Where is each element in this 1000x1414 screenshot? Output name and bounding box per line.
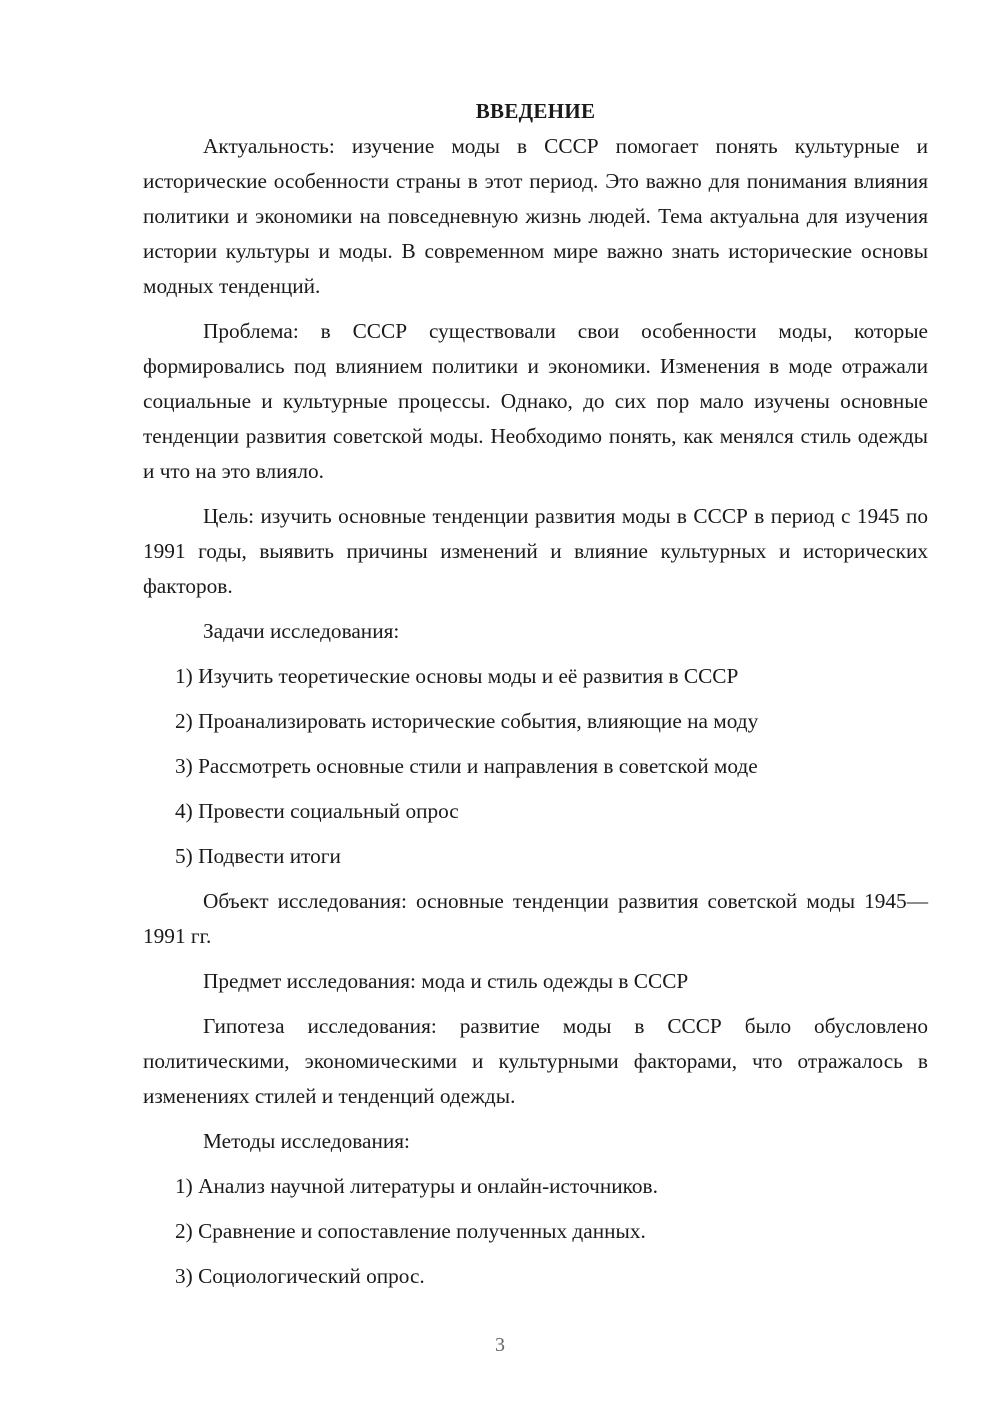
spacer	[143, 649, 928, 659]
document-page	[143, 94, 928, 1294]
spacer	[143, 1114, 928, 1124]
spacer	[143, 739, 928, 749]
tasks-heading: Задачи исследования:	[203, 619, 400, 643]
spacer	[143, 1204, 928, 1214]
page-number: 3	[495, 1334, 505, 1356]
spacer	[143, 784, 928, 794]
task-item: 3) Рассмотреть основные стили и направления в советской моде	[175, 754, 758, 778]
spacer	[143, 999, 928, 1009]
goal-paragraph: Цель: изучить основные тенденции развития моды в СССР в период с 1945 по 1991 годы, выявить причины изменений и влияние культурных и исторических факторов.	[143, 504, 928, 598]
subject-paragraph: Предмет исследования: мода и стиль одежды в СССР	[203, 969, 689, 993]
spacer	[143, 304, 928, 314]
method-item: 2) Сравнение и сопоставление полученных данных.	[175, 1219, 646, 1243]
spacer	[143, 874, 928, 884]
method-item: 1) Анализ научной литературы и онлайн-источников.	[175, 1174, 658, 1198]
task-item: 4) Провести социальный опрос	[175, 799, 459, 823]
hypothesis-paragraph: Гипотеза исследования: развитие моды в СССР было обусловлено политическими, экономическими и культурными факторами, что отражалось в изменениях стилей и тенденций одежды.	[143, 1014, 928, 1108]
spacer	[143, 954, 928, 964]
problem-paragraph: Проблема: в СССР существовали свои особенности моды, которые формировались под влиянием политики и экономики. Изменения в моде отражали социальные и культурные процессы. Однако, до сих пор мало изучены основные тенденции развития советской моды. Необходимо понять, как менялся стиль одежды и что на это влияло.	[143, 319, 928, 483]
spacer	[143, 829, 928, 839]
spacer	[143, 489, 928, 499]
spacer	[143, 1159, 928, 1169]
spacer	[143, 604, 928, 614]
spacer	[143, 1249, 928, 1259]
methods-heading: Методы исследования:	[203, 1129, 410, 1153]
task-item: 1) Изучить теоретические основы моды и её развития в СССР	[175, 664, 739, 688]
spacer	[143, 694, 928, 704]
task-item: 5) Подвести итоги	[175, 844, 341, 868]
object-paragraph: Объект исследования: основные тенденции развития советской моды 1945—1991 гг.	[143, 889, 928, 948]
section-title: ВВЕДЕНИЕ	[475, 99, 596, 123]
method-item: 3) Социологический опрос.	[175, 1264, 425, 1288]
relevance-paragraph: Актуальность: изучение моды в СССР помогает понять культурные и исторические особенности страны в этот период. Это важно для понимания влияния политики и экономики на повседневную жизнь людей. Тема актуальна для изучения истории культуры и моды. В современном мире важно знать исторические основы модных тенденций.	[143, 134, 928, 298]
task-item: 2) Проанализировать исторические события, влияющие на моду	[175, 709, 759, 733]
